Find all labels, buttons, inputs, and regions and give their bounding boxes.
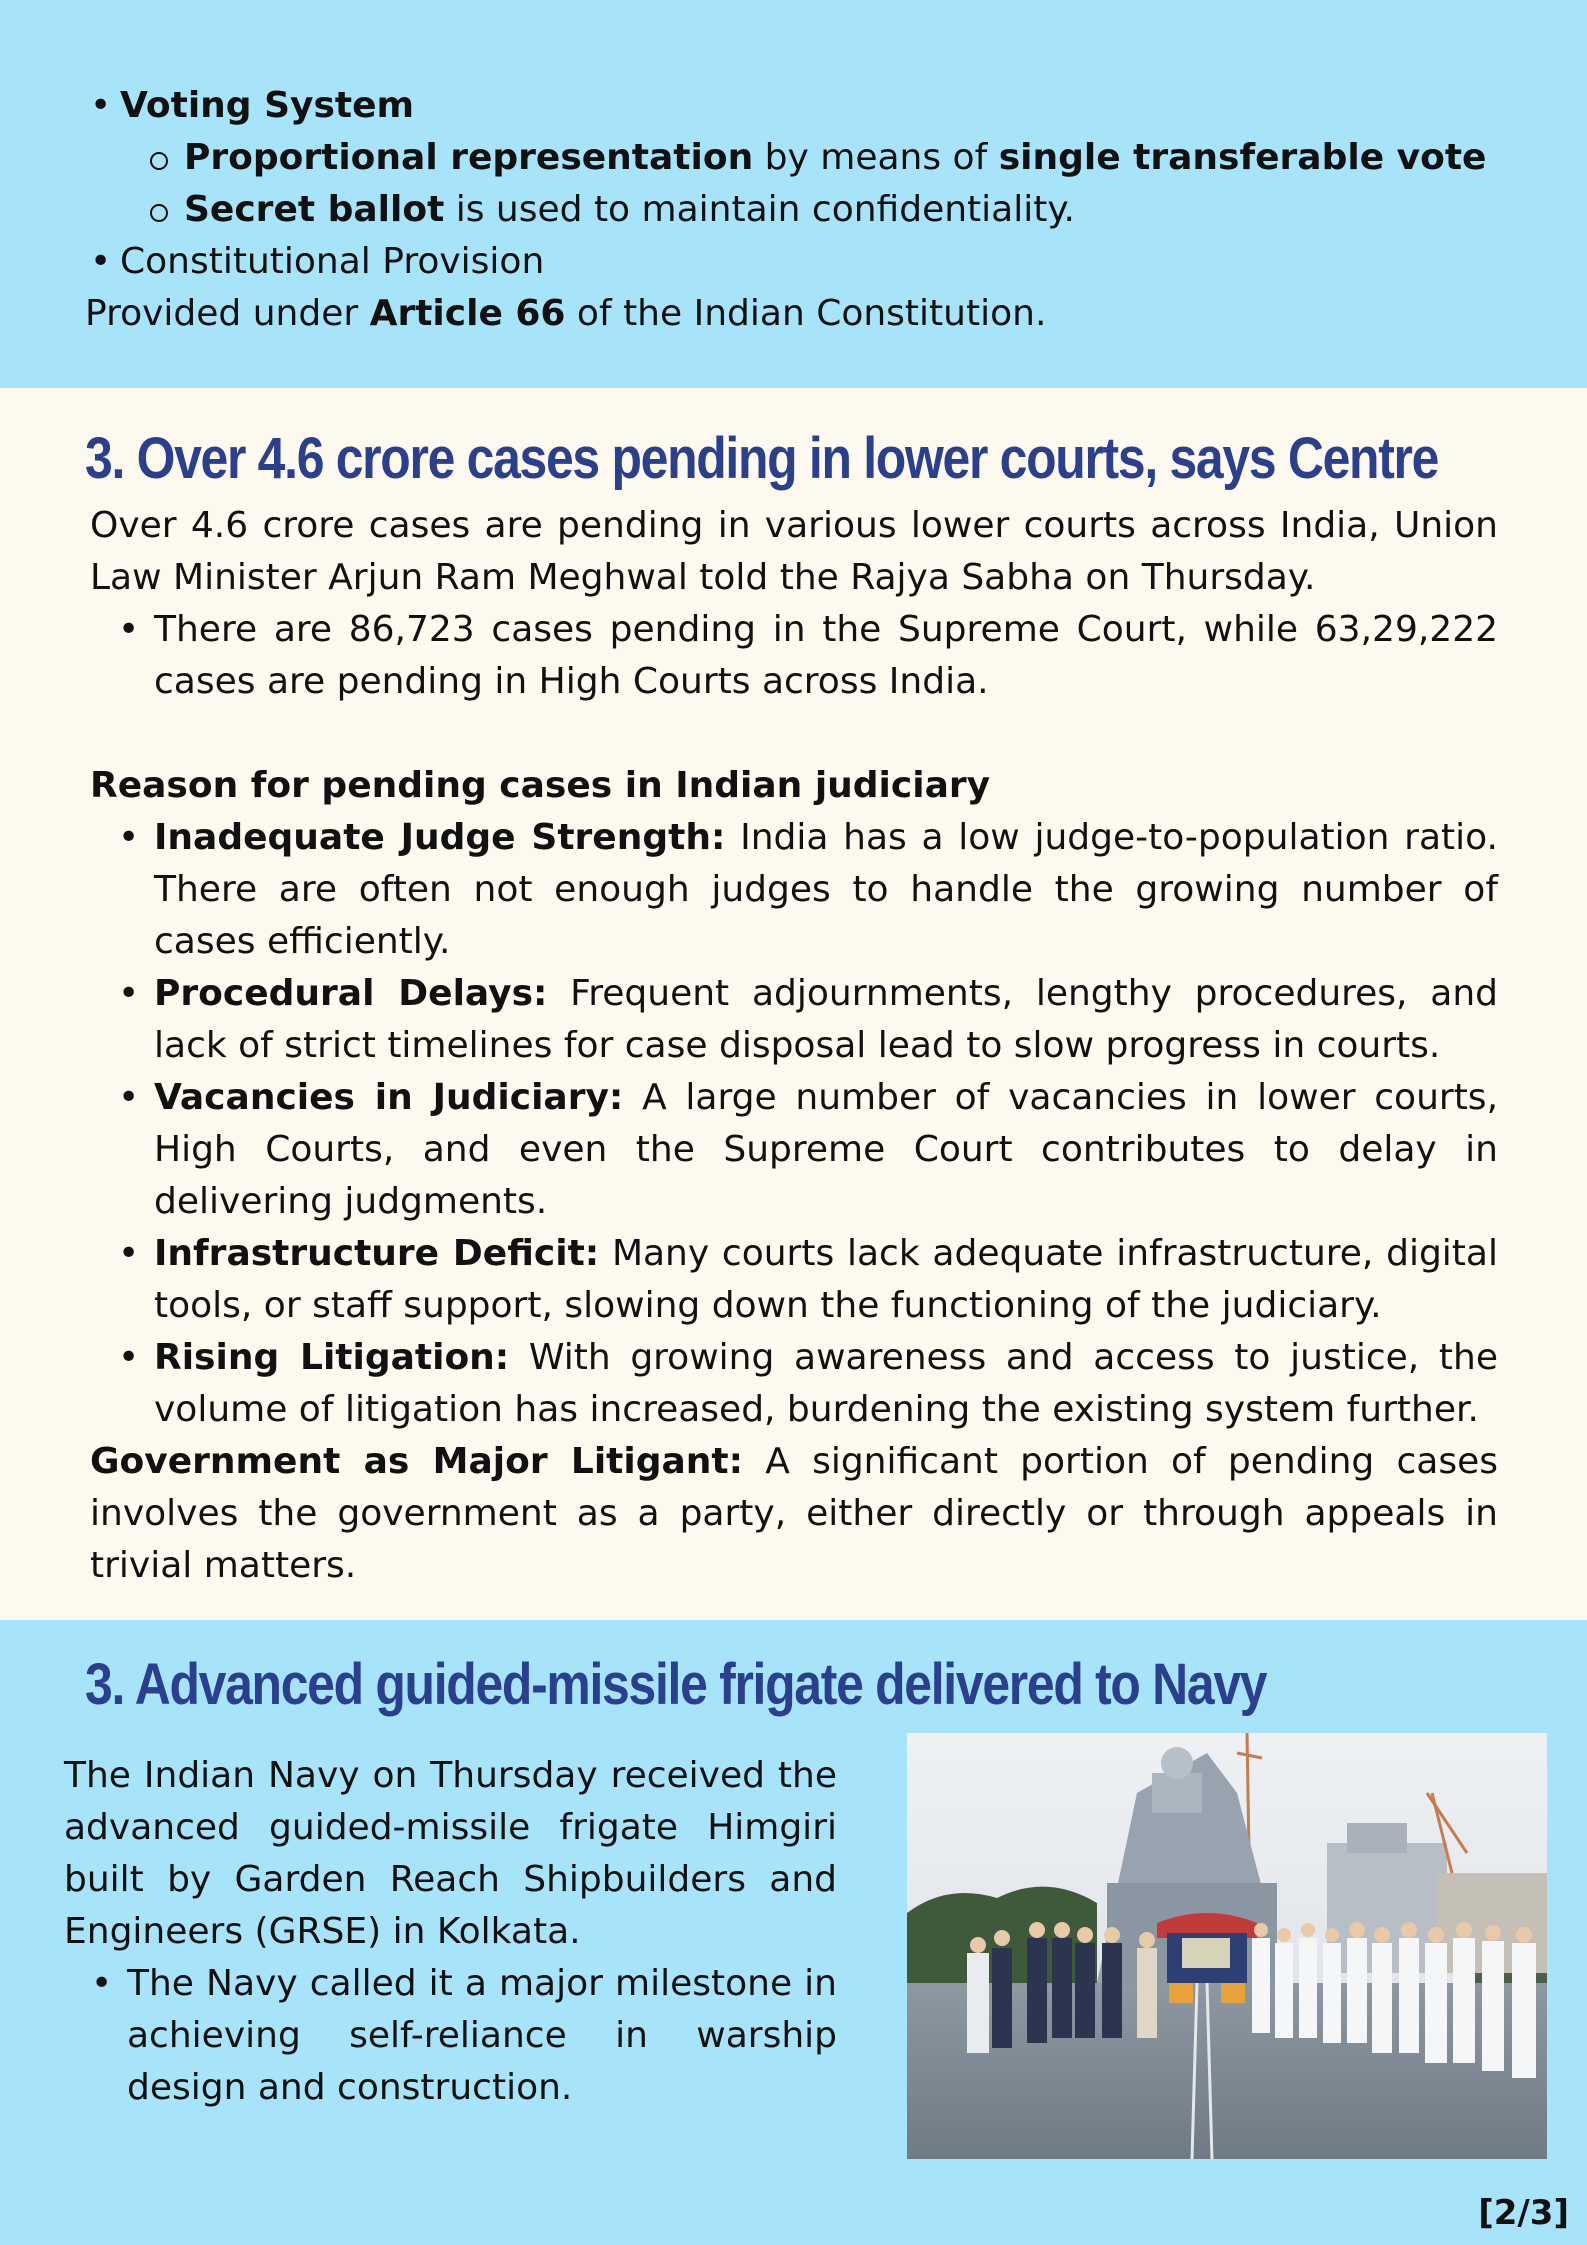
frigate-body: [64, 1750, 837, 2114]
voting-system-item: [120, 80, 1486, 236]
pending-cases-heading: 3. Over 4.6 crore cases pending in lower courts, says Centre: [85, 426, 1439, 491]
reason-label: Inadequate Judge Strength:: [154, 817, 726, 858]
voting-list: [120, 80, 1486, 288]
frigate-list: [127, 1958, 837, 2114]
proportional-item: [184, 132, 1486, 184]
reason-label: Rising Litigation:: [154, 1337, 510, 1378]
reason-label: Vacancies in Judiciary:: [154, 1077, 624, 1118]
frigate-bullet: • The Navy called it a major milestone in achieving self-reliance in warship design and construction.: [127, 1958, 837, 2114]
reasons-title: [90, 760, 1498, 812]
govt-text: A significant portion of pending cases involves the government as a party, either directly or through appeals in trivial matters.: [90, 1441, 1498, 1586]
secret-ballot-item: [184, 184, 1486, 236]
frigate-photo-image: [907, 1733, 1547, 2159]
reason-text: With growing awareness and access to justice, the volume of litigation has increased, burdening the existing system further.: [154, 1337, 1498, 1430]
voting-sublist: [184, 132, 1486, 236]
pending-cases-section: [0, 388, 1587, 1620]
govt-label: Government as Major Litigant:: [90, 1441, 744, 1482]
stats-bullet: • There are 86,723 cases pending in the Supreme Court, while 63,29,222 cases are pending in High Courts across India.: [154, 604, 1498, 708]
article-66-line: [85, 288, 1046, 340]
spacer: [90, 708, 1498, 760]
provided-pre: Provided under: [85, 293, 370, 334]
reason-item: [154, 1228, 1498, 1332]
frigate-intro: The Indian Navy on Thursday received the advanced guided-missile frigate Himgiri built by Garden Reach Shipbuilders and Engineers (GRSE) in Kolkata.: [64, 1755, 837, 1952]
provided-post: of the Indian Constitution.: [565, 293, 1047, 334]
voting-section: [0, 0, 1587, 388]
reason-item: [154, 968, 1498, 1072]
page-number: [2/3]: [1478, 2193, 1569, 2233]
pending-cases-body: [90, 500, 1498, 1592]
pending-cases-stats: [154, 604, 1498, 708]
voting-system-title: Voting System: [120, 85, 415, 126]
reason-item: [154, 812, 1498, 968]
proportional-bold: Proportional representation: [184, 137, 754, 178]
reasons-title-text: Reason for pending cases in Indian judiciary: [90, 765, 991, 806]
reason-item: [154, 1332, 1498, 1436]
reason-label: Infrastructure Deficit:: [154, 1233, 600, 1274]
stv-bold: single transferable vote: [998, 137, 1487, 178]
reasons-list: [154, 812, 1498, 1436]
reason-text: India has a low judge-to-population ratio. There are often not enough judges to handle the growing number of cases efficiently.: [154, 817, 1498, 962]
secret-ballot-bold: Secret ballot: [184, 189, 445, 230]
reason-label: Procedural Delays:: [154, 973, 548, 1014]
reason-text: Many courts lack adequate infrastructure, digital tools, or staff support, slowing down the functioning of the judiciary.: [154, 1233, 1498, 1326]
frigate-heading: 3. Advanced guided-missile frigate delivered to Navy: [85, 1652, 1267, 1717]
govt-litigant-paragraph: [90, 1436, 1498, 1592]
reason-item: [154, 1072, 1498, 1228]
pending-cases-intro: Over 4.6 crore cases are pending in various lower courts across India, Union Law Minister Arjun Ram Meghwal told the Rajya Sabha on Thursday.: [90, 505, 1498, 598]
proportional-mid: by means of: [753, 137, 999, 178]
secret-ballot-rest: is used to maintain confidentiality.: [444, 189, 1075, 230]
article-66: Article 66: [369, 293, 566, 334]
reason-text: Frequent adjournments, lengthy procedures, and lack of strict timelines for case disposal lead to slow progress in courts.: [154, 973, 1499, 1066]
frigate-section: [0, 1620, 1587, 2245]
reason-text: A large number of vacancies in lower courts, High Courts, and even the Supreme Court contributes to delay in delivering judgments.: [154, 1077, 1499, 1222]
constitutional-item: • Constitutional Provision: [120, 236, 1486, 288]
frigate-photo: [907, 1733, 1547, 2159]
